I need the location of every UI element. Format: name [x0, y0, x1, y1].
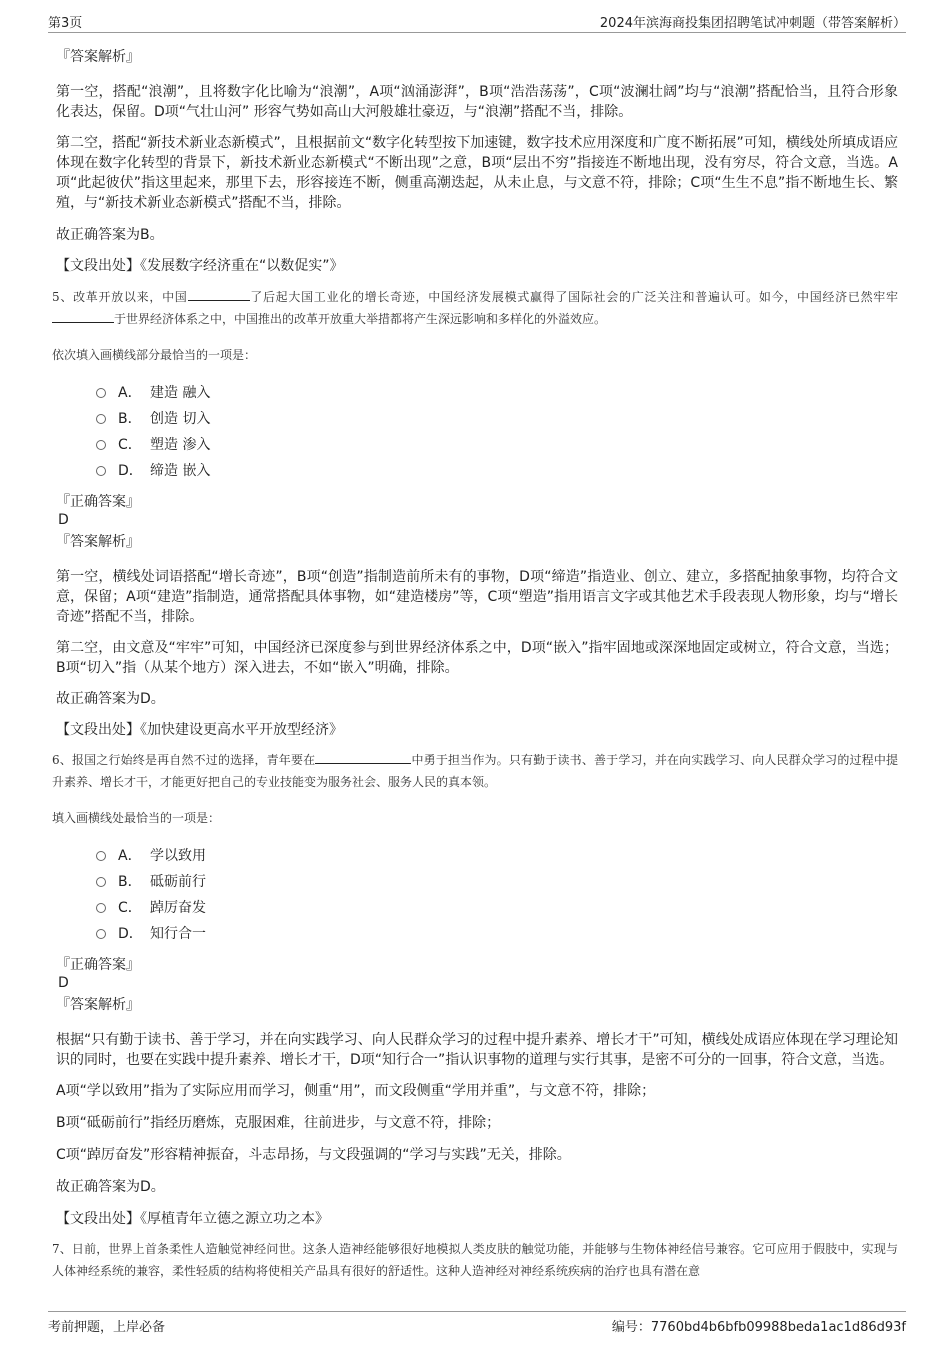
analysis-paragraph: A项“学以致用”指为了实际应用而学习，侧重“用”，而文段侧重“学用并重”，与文意不符，排除；: [56, 1083, 656, 1099]
analysis-tag: 『答案解析』: [56, 534, 140, 550]
radio-button[interactable]: [96, 388, 106, 398]
question-7-stem: 7、日前，世界上首条柔性人造触觉神经问世。这条人造神经能够很好地模拟人类皮肤的触觉功能，并能够与生物体神经信号兼容。它可应用于假肢中，实现与人体神经系统的兼容，柔性轻质的结构将使相关产品具有很好的舒适性。这种人造神经对神经系统疾病的治疗也具有潜在意: [52, 1242, 898, 1278]
document-id: 编号：7760bd4b6bfb09988beda1ac1d86d93f: [611, 1320, 906, 1335]
option-d[interactable]: D． 缔造 嵌入: [96, 458, 898, 484]
passage-source: 【文段出处】《加快建设更高水平开放型经济》: [56, 722, 343, 738]
analysis-paragraph: 根据“只有勤于读书、善于学习，并在向实践学习、向人民群众学习的过程中提升素养、增长才干”可知，横线处成语应体现在学习理论知识的同时，也要在实践中提升素养、增长才干，D项“知行合一”指认识事物的道理与实行其事，是密不可分的一回事，符合文意，当选。: [56, 1032, 898, 1068]
question-5-stem: 5、改革开放以来，中国 了后起大国工业化的增长奇迹，中国经济发展模式赢得了国际社会的广泛关注和普遍认可。如今，中国经济已然牢牢于世界经济体系之中，中国推出的改革开放重大举措都将产生深远影响和多样化的外溢效应。: [52, 290, 898, 326]
analysis-tag: 『答案解析』: [56, 49, 140, 65]
fill-blank: [315, 751, 411, 764]
radio-button[interactable]: [96, 929, 106, 939]
correct-answer: D: [58, 512, 69, 528]
radio-button[interactable]: [96, 440, 106, 450]
radio-button[interactable]: [96, 903, 106, 913]
page-number: 第3页: [48, 16, 83, 31]
fill-blank: [188, 288, 250, 301]
correct-answer-tag: 『正确答案』: [56, 494, 140, 510]
option-b[interactable]: B． 砥砺前行: [96, 869, 898, 895]
question-prompt: 填入画横线处最恰当的一项是：: [52, 811, 221, 825]
option-a[interactable]: A． 学以致用: [96, 843, 898, 869]
question-6-stem: 6、报国之行始终是再自然不过的选择，青年要在 中勇于担当作为。只有勤于读书、善于学习，并在向实践学习、向人民群众学习的过程中提升素养、增长才干，才能更好把自己的专业技能变为服务社会、服务人民的真本领。: [52, 753, 898, 789]
analysis-paragraph: B项“砥砺前行”指经历磨炼，克服困难，往前进步，与文意不符，排除；: [56, 1115, 501, 1131]
analysis-paragraph: C项“踔厉奋发”形容精神振奋，斗志昂扬，与文段强调的“学习与实践”无关，排除。: [56, 1147, 571, 1163]
passage-source: 【文段出处】《厚植青年立德之源立功之本》: [56, 1211, 329, 1227]
question-5-options: [56, 380, 898, 484]
page-header: [48, 12, 906, 33]
radio-button[interactable]: [96, 466, 106, 476]
option-c[interactable]: C． 塑造 渗入: [96, 432, 898, 458]
page-footer: [48, 1311, 906, 1337]
page-content: [52, 44, 898, 1282]
correct-answer-tag: 『正确答案』: [56, 957, 140, 973]
analysis-tag: 『答案解析』: [56, 997, 140, 1013]
option-d[interactable]: D． 知行合一: [96, 921, 898, 947]
question-6-options: [56, 843, 898, 947]
correct-answer: D: [58, 975, 69, 991]
footer-slogan: 考前押题，上岸必备: [48, 1320, 166, 1335]
analysis-paragraph: 第二空，由文意及“牢牢”可知，中国经济已深度参与到世界经济体系之中，D项“嵌入”指牢固地或深深地固定或树立，符合文意，当选；B项“切入”指（从某个地方）深入进去，不如“嵌入”明确，排除。: [56, 640, 898, 676]
option-c[interactable]: C． 踔厉奋发: [96, 895, 898, 921]
answer-conclusion: 故正确答案为D。: [56, 691, 165, 707]
answer-conclusion: 故正确答案为B。: [56, 227, 164, 243]
option-b[interactable]: B． 创造 切入: [96, 406, 898, 432]
analysis-paragraph: 第一空，横线处词语搭配“增长奇迹”，B项“创造”指制造前所未有的事物，D项“缔造”指造业、创立、建立，多搭配抽象事物，均符合文意，保留；A项“建造”指制造，通常搭配具体事物，如“建造楼房”等，C项“塑造”指用语言文字或其他艺术手段表现人物形象，均与“增长奇迹”搭配不当，排除。: [56, 569, 898, 625]
passage-source: 【文段出处】《发展数字经济重在“以数促实”》: [56, 258, 344, 274]
option-a[interactable]: A． 建造 融入: [96, 380, 898, 406]
analysis-paragraph: 第一空，搭配“浪潮”，且将数字化比喻为“浪潮”，A项“汹涌澎湃”，B项“浩浩荡荡”，C项“波澜壮阔”均与“浪潮”搭配恰当，且符合形象化表达，保留。D项“气壮山河” 形容气势如高山大河般雄壮豪迈，与“浪潮”搭配不当，排除。: [56, 84, 898, 120]
analysis-paragraph: 第二空，搭配“新技术新业态新模式”，且根据前文“数字化转型按下加速键，数字技术应用深度和广度不断拓展”可知，横线处所填成语应体现在数字化转型的背景下，新技术新业态新模式“不断出现”之意，B项“层出不穷”指接连不断地出现，没有穷尽，符合文意，当选。A项“此起彼伏”指这里起来，那里下去，形容接连不断，侧重高潮迭起，从未止息，与文意不符，排除；C项“生生不息”指不断地生长、繁殖，与“新技术新业态新模式”搭配不当，排除。: [56, 135, 898, 211]
radio-button[interactable]: [96, 414, 106, 424]
radio-button[interactable]: [96, 877, 106, 887]
answer-conclusion: 故正确答案为D。: [56, 1179, 165, 1195]
fill-blank: [52, 310, 114, 323]
radio-button[interactable]: [96, 851, 106, 861]
question-prompt: 依次填入画横线部分最恰当的一项是：: [52, 348, 257, 362]
document-title: 2024年滨海商投集团招聘笔试冲刺题（带答案解析）: [599, 16, 906, 31]
